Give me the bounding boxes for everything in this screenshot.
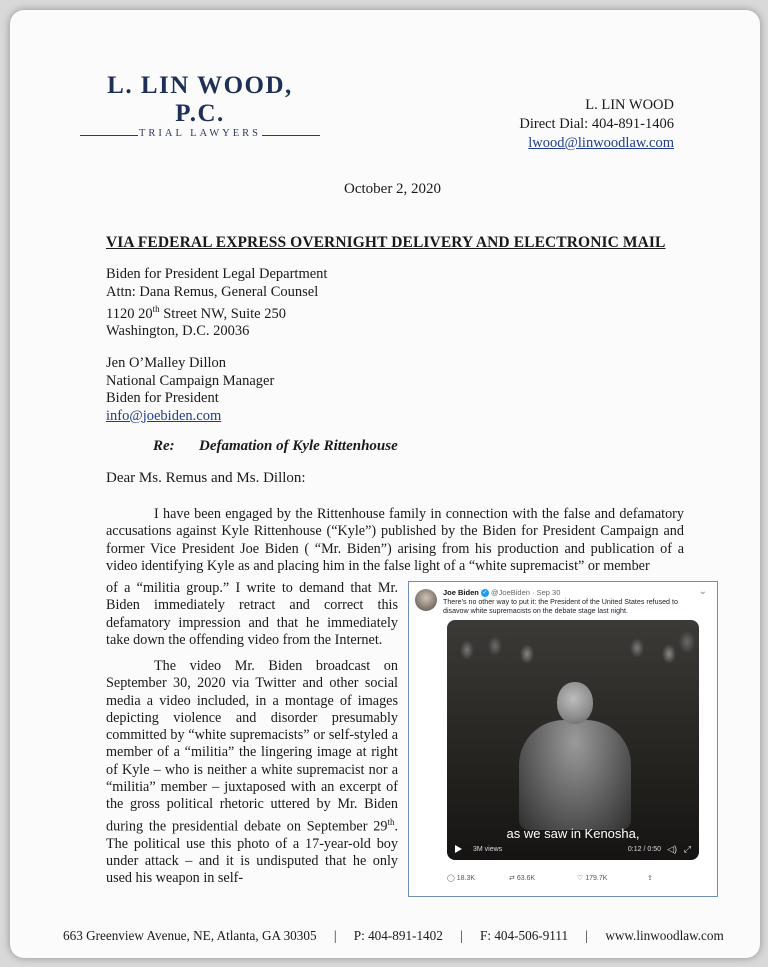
letter-page (10, 10, 760, 958)
tweet-author: Joe Biden (443, 588, 479, 597)
paragraph-1-continued: of a “militia group.” I write to demand that Mr. Biden immediately retract and correct this defamatory impression and that he immediately take down the offending video from the Internet. (106, 580, 398, 648)
reply-button[interactable]: ◯ 18.3K (447, 875, 476, 882)
footer-fax: F: 404-506-9111 (480, 928, 569, 943)
recipient-1-line-2: Attn: Dana Remus, General Counsel (106, 283, 319, 300)
heart-icon: ♡ (577, 875, 586, 882)
footer-address: 663 Greenview Avenue, NE, Atlanta, GA 30305 (63, 928, 317, 943)
recipient-address-2 (106, 355, 274, 425)
recipient-2-line-1: Jen O’Malley Dillon (106, 355, 227, 371)
recipient-2-line-2: National Campaign Manager (106, 372, 275, 389)
share-icon[interactable]: ⇪ (647, 875, 653, 882)
contact-email-link[interactable]: lwood@linwoodlaw.com (528, 135, 674, 151)
direct-dial: Direct Dial: 404-891-1406 (519, 116, 674, 132)
video-person-body (519, 720, 631, 830)
video-views: 3M views (473, 846, 503, 853)
fullscreen-icon[interactable]: ⤢ (683, 844, 691, 854)
footer-phone: P: 404-891-1402 (353, 928, 443, 943)
retweet-icon: ⇄ (509, 875, 517, 882)
contact-block (519, 96, 674, 153)
subject-line (153, 438, 398, 455)
footer-separator: | (333, 928, 337, 943)
volume-icon[interactable]: ◁) (667, 844, 677, 854)
footer-website-link[interactable]: www.linwoodlaw.com (605, 928, 724, 943)
recipient-1-line-4: Washington, D.C. 20036 (106, 323, 250, 340)
tweet-video[interactable] (447, 620, 699, 860)
video-caption: as we saw in Kenosha, (506, 826, 640, 841)
footer-separator: | (460, 928, 463, 943)
recipient-address-1 (106, 266, 327, 341)
contact-name: L. LIN WOOD (585, 97, 674, 113)
footer-separator: | (585, 928, 589, 943)
like-button[interactable]: ♡ 179.7K (577, 875, 608, 882)
tweet-header (443, 588, 560, 597)
subject-label: Re: (153, 438, 175, 454)
paragraph-2: The video Mr. Biden broadcast on September 30, 2020 via Twitter and other social media a video included, in a montage of images depicting violence and disorder presumably committed by “white supremacists” or self-styled a member of a “militia” the lingering image at right of Kyle – who is neither a white supremacist nor a “militia” member – juxtaposed with an excerpt of the gross political rhetoric uttered by Mr. Biden during the presidential debate on September 29th. The political use this photo of a 17-year-old boy under attack – and it is undisputed that he only used his weapon in self- (106, 658, 398, 887)
letter-date: October 2, 2020 (344, 181, 442, 197)
video-time: 0:12 / 0:50 (627, 846, 661, 853)
delivery-method: VIA FEDERAL EXPRESS OVERNIGHT DELIVERY AND ELECTRONIC MAIL (106, 234, 666, 251)
reply-icon: ◯ (447, 875, 457, 882)
firm-logo (80, 72, 320, 139)
recipient-1-line-1: Biden for President Legal Department (106, 266, 328, 282)
tweet-date: · Sep 30 (532, 588, 561, 597)
embedded-tweet (408, 581, 718, 897)
avatar (415, 589, 437, 611)
subject-text: Defamation of Kyle Rittenhouse (199, 438, 398, 454)
play-icon[interactable] (455, 845, 462, 853)
firm-subtitle: TRIAL LAWYERS (80, 128, 320, 139)
tweet-handle: @JoeBiden (491, 588, 530, 597)
paragraph-1: I have been engaged by the Rittenhouse family in connection with the false and defamatory accusations against Kyle Rittenhouse (“Kyle”) published by the Biden for President Campaign and former Vice President Joe Biden ( “Mr. Biden”) arising from his production and publication of a video identifying Kyle as and placing him in the false light of a “white supremacist” or member (106, 506, 684, 574)
verified-icon: ✓ (482, 590, 488, 597)
recipient-2-email-link[interactable]: info@joebiden.com (106, 407, 222, 424)
firm-name: L. LIN WOOD, P.C. (107, 72, 293, 127)
video-controls (447, 840, 699, 860)
tweet-text: There’s no other way to put it: the President of the United States refused to disavow white supremacists on the debate stage last night. (443, 598, 678, 615)
recipient-1-line-3: 1120 20th Street NW, Suite 250 (106, 304, 286, 322)
salutation: Dear Ms. Remus and Ms. Dillon: (106, 470, 306, 486)
recipient-2-line-3: Biden for President (106, 390, 219, 406)
tweet-menu-icon[interactable]: ⌄ (698, 586, 707, 597)
retweet-button[interactable]: ⇄ 63.6K (509, 875, 536, 882)
video-person-head (557, 682, 593, 724)
footer (63, 928, 724, 944)
